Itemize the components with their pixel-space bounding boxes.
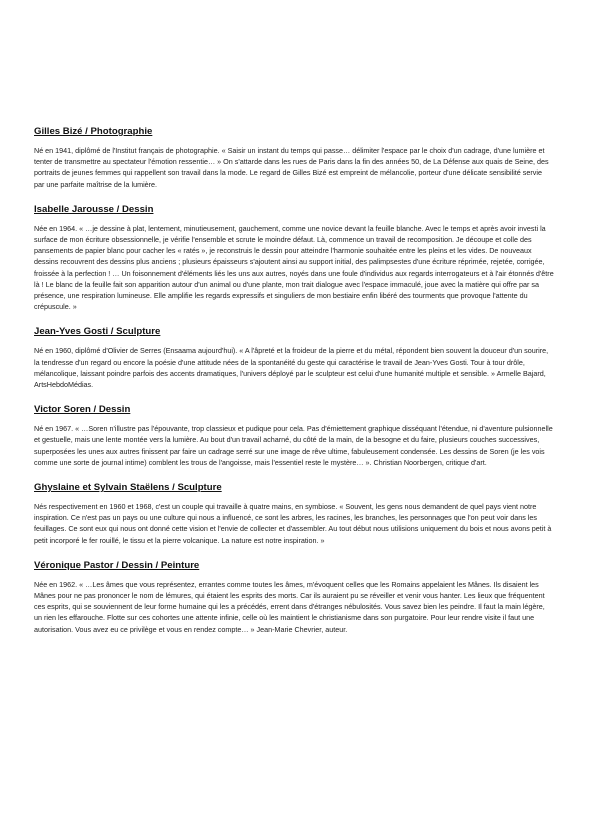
- artist-section-jean-yves-gosti: [34, 326, 554, 390]
- artist-section-veronique-pastor: [34, 560, 554, 635]
- section-body: Né en 1941, diplômé de l'Institut français de photographie. « Saisir un instant du temps qui passe… délimiter l'espace par le choix d'un cadrage, d'une lumière et tenter de transmettre au spectateur l'émotion ressentie… » On s'attarde dans les rues de Paris dans la fin des années 50, de La Défense aux quais de Seine, des portraits de jeunes femmes qui rappellent son travail dans la mode. Le regard de Gilles Bizé est empreint de mélancolie, porteur d'une délicate sensibilité servie par une parfaite maîtrise de la lumière.: [34, 146, 549, 189]
- section-heading: Isabelle Jarousse / Dessin: [34, 203, 154, 215]
- section-heading: Jean-Yves Gosti / Sculpture: [34, 326, 161, 338]
- section-body: Nés respectivement en 1960 et 1968, c'est un couple qui travaille à quatre mains, en symbiose. « Souvent, les gens nous demandent de quel pays vient notre inspiration. Ce n'est pas un pays ou une culture qui nous a influencé, ce sont les arbres, les racines, les branches, les personnages que l'on peut voir dans les feuillages. Ce sont eux qui nous ont donné cette vision et l'envie de collecter et d'assembler. Au tout début nous utilisions uniquement du bois et nous avons petit à petit incorporé le fer rouillé, le tissu et la pierre volcanique. La nature est notre inspiration. »: [34, 502, 552, 545]
- section-heading: Ghyslaine et Sylvain Staëlens / Sculpture: [34, 482, 222, 494]
- section-heading: Véronique Pastor / Dessin / Peinture: [34, 559, 200, 571]
- section-body: Née en 1964. « …je dessine à plat, lentement, minutieusement, gauchement, comme une novice devant la feuille blanche. Avec le temps et après avoir investi la surface de mon écriture obsessionnelle, je vérifie l'ensemble et scrute le moindre défaut. Là, commence un travail de recomposition. Je découpe et colle des pansements de papier blanc pour cacher les « ratés », je reconstruis le dessin pour atteindre l'harmonie souhaitée entre les pleins et les vides. De nouveaux dessins recouvrent des dessins plus anciens ; plusieurs épaisseurs s'ajoutent ainsi au support initial, des palimpsestes d'une écriture réprimée, rejetée, corrigée, froissée à la perfection ! … Un foisonnement d'éléments liés les uns aux autres, noyés dans une foule d'individus aux regards interrogateurs et à l'air étonnés d'être là ! Le blanc de la feuille fait son apparition autour d'un animal ou d'une plante, mon trait dialogue avec l'espace immaculé, joue avec la matière qui offre par sa présence, une respiration lumineuse. Elle amplifie les regards expressifs et singuliers de mon bestiaire enfin libéré des tourments que provoque l'attente du crépuscule. »: [34, 223, 554, 312]
- artist-section-staelens: [34, 482, 554, 546]
- artist-section-isabelle-jarousse: [34, 204, 554, 313]
- section-body: Née en 1962. « …Les âmes que vous représentez, errantes comme toutes les âmes, m'évoquent celles que les Romains appelaient les Mânes. Ils disaient les Mânes pour ne pas prononcer le nom de lémures, qui étaient les esprits des morts. Car ils auraient pu se réveiller et venir vous hanter. Les lieux que fréquentent ces esprits, qui se souviennent de leur forme humaine qui les a précédés, errent dans d'étranges nébulosités. Vous savez bien les peindre. Il faut la main légère, un rien les effarouche. Flotte sur ces cohortes une attente infinie, celle où les maintient le christianisme dans son purgatoire. Pour leur rendre visite il faut une autorisation. Vous avez eu ce privilège et vous en rendez compte… » Jean-Marie Chevrier, auteur.: [34, 579, 545, 634]
- section-body: Né en 1967. « …Soren n'illustre pas l'épouvante, trop classieux et pudique pour cela. Pas d'émiettement graphique disséquant l'étendue, ni d'aventure pulsionnelle et gestuelle, mais une lente montée vers la lumière. Au bout d'un travail acharné, du côté de la main, de la besogne et du faire, plusieurs couches successives, superposées les unes aux autres finissent par faire un cadrage serré sur une image de rêve ultime, fabuleusement condensée. Les dessins de Soren (je les vois comme une sorte de journal intime) comblent les trous de l'angoisse, mais l'essentiel reste le mystère… ». Christian Noorbergen, critique d'art.: [34, 424, 553, 467]
- artist-section-victor-soren: [34, 404, 554, 468]
- document-page: [34, 126, 554, 649]
- section-body: Né en 1960, diplômé d'Olivier de Serres (Ensaama aujourd'hui). « A l'âpreté et la froideur de la pierre et du métal, répondent bien souvent la douceur d'un sourire, la tendresse d'un regard ou encore la poésie d'une attitude nées de la spontanéité du geste qui caractérise le travail de Jean-Yves Gosti. Tour à tour drôle, mélancolique, laissant poindre parfois des accents dramatiques, l'univers déployé par le sculpteur est celui d'une humanité multiple et sensible. » Armelle Bajard, ArtsHebdoMédias.: [34, 346, 549, 390]
- section-heading: Gilles Bizé / Photographie: [34, 126, 153, 137]
- artist-section-gilles-bize: [34, 126, 554, 190]
- section-heading: Victor Soren / Dessin: [34, 404, 131, 416]
